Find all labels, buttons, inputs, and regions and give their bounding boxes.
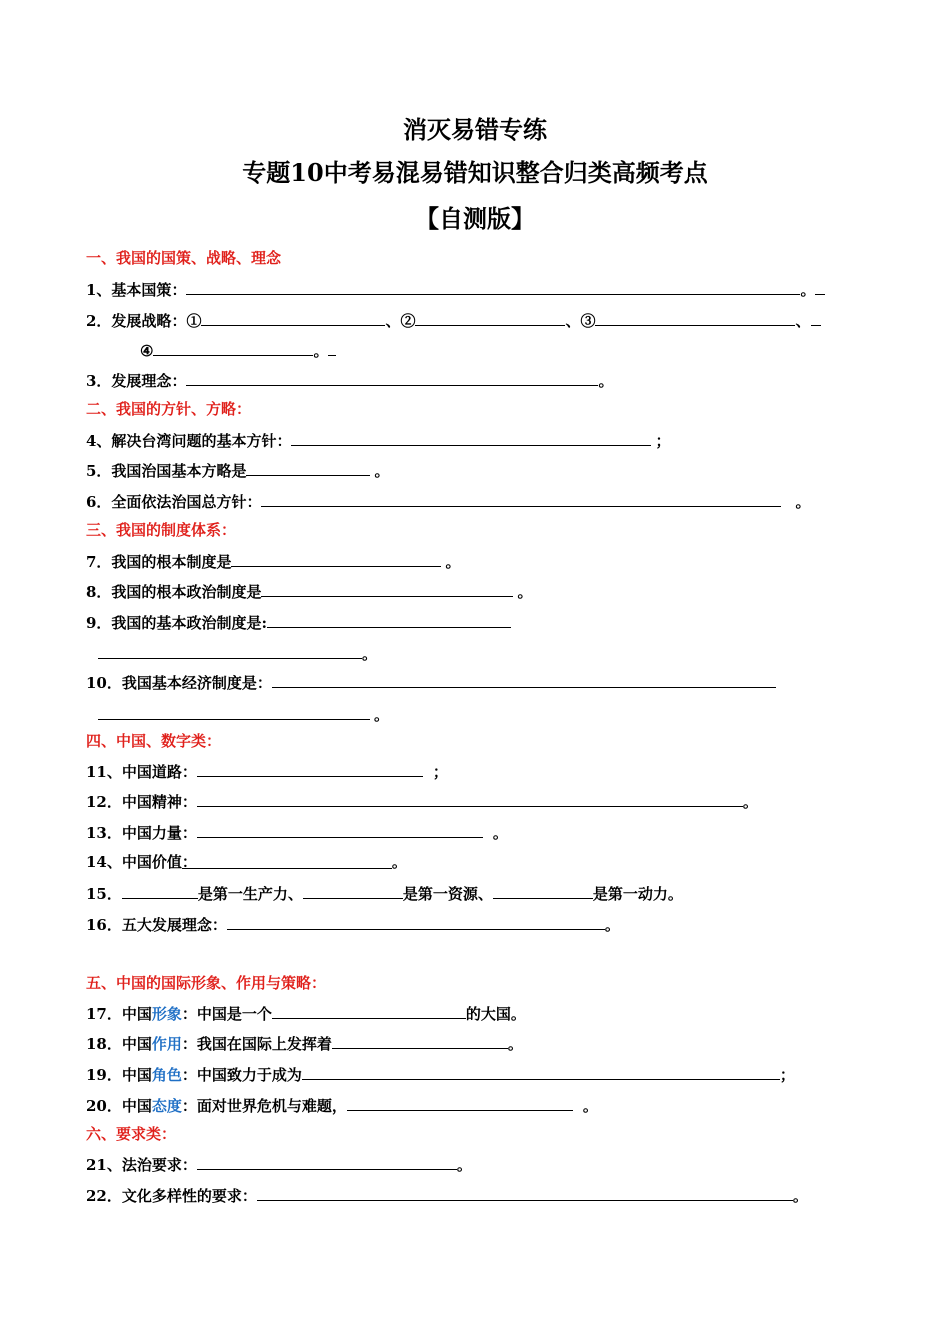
question-label: 15． [86, 885, 122, 903]
punct: 。 [582, 1097, 598, 1115]
question-3 [86, 367, 613, 391]
answer-blank[interactable] [347, 1092, 573, 1111]
question-label: 22．文化多样性的要求： [86, 1187, 257, 1205]
punct: ； [655, 432, 671, 450]
answer-blank[interactable] [328, 337, 336, 356]
answer-blank[interactable] [197, 758, 423, 777]
question-19 [86, 1061, 795, 1085]
question-8 [86, 578, 532, 602]
question-label: 17．中国 [86, 1005, 152, 1023]
question-label: 13．中国力量： [86, 824, 197, 842]
punct: ： [181, 853, 197, 871]
answer-blank[interactable] [182, 850, 392, 869]
answer-blank[interactable] [291, 427, 651, 446]
answer-blank[interactable] [98, 640, 362, 659]
question-6 [86, 488, 810, 512]
question-text: 、 [795, 312, 811, 330]
question-label: 14、中国价值 [86, 853, 182, 871]
question-2-cont [140, 337, 336, 361]
question-label: 21、法治要求： [86, 1156, 197, 1174]
answer-blank[interactable] [272, 1000, 466, 1019]
question-label: 6．全面依法治国总方针： [86, 493, 262, 511]
question-12 [86, 788, 758, 812]
question-text: 的大国。 [465, 1005, 526, 1023]
question-label: 16．五大发展理念： [86, 916, 227, 934]
answer-blank[interactable] [815, 276, 825, 295]
keyword: 角色 [151, 1066, 182, 1084]
question-text: 是第一资源、 [402, 885, 493, 903]
question-text: ：中国是一个 [181, 1005, 272, 1023]
question-label: 11、中国道路： [86, 763, 197, 781]
answer-blank[interactable] [302, 1061, 780, 1080]
question-label: 1、基本国策： [86, 281, 187, 299]
answer-blank[interactable] [415, 307, 565, 326]
punct: 。 [445, 553, 461, 571]
answer-blank[interactable] [122, 880, 198, 899]
answer-blank[interactable] [197, 1151, 457, 1170]
punct: 。 [598, 372, 614, 390]
answer-blank[interactable] [261, 578, 513, 597]
section-heading-1: 一、我国的国策、战略、理念 [86, 249, 282, 267]
answer-blank[interactable] [493, 880, 593, 899]
punct: 。 [507, 1035, 523, 1053]
worksheet-version: 【自测版】 [415, 204, 535, 233]
punct: 。 [517, 583, 533, 601]
question-label: 5．我国治国基本方略是 [86, 462, 247, 480]
punct: 。 [374, 706, 390, 724]
question-1 [86, 276, 825, 300]
answer-blank[interactable] [257, 1182, 793, 1201]
punct: 。 [492, 824, 508, 842]
punct: 。 [742, 793, 758, 811]
question-10-cont [98, 701, 389, 725]
question-14 [86, 850, 407, 874]
question-label: 10．我国基本经济制度是： [86, 674, 272, 692]
question-text: ：中国致力于成为 [181, 1066, 302, 1084]
answer-blank[interactable] [261, 488, 781, 507]
question-label: 7．我国的根本制度是 [86, 553, 232, 571]
keyword: 态度 [151, 1097, 182, 1115]
question-label: 19．中国 [86, 1066, 152, 1084]
answer-blank[interactable] [197, 788, 743, 807]
answer-blank[interactable] [332, 1030, 508, 1049]
answer-blank[interactable] [811, 307, 821, 326]
question-15 [86, 880, 683, 904]
punct: 。 [391, 853, 407, 871]
answer-blank[interactable] [201, 307, 385, 326]
section-heading-2: 二、我国的方针、方略： [86, 400, 252, 418]
question-16 [86, 911, 620, 935]
punct: 。 [362, 645, 378, 663]
question-7 [86, 548, 460, 572]
answer-blank[interactable] [595, 307, 795, 326]
question-label: 9．我国的基本政治制度是: [86, 614, 267, 632]
question-13 [86, 819, 508, 843]
question-text: ④ [140, 342, 154, 360]
question-text: 、③ [565, 312, 596, 330]
section-heading-4: 四、中国、数字类： [86, 732, 222, 750]
answer-blank[interactable] [303, 880, 403, 899]
question-5 [86, 457, 389, 481]
question-text: 是第一动力。 [592, 885, 683, 903]
question-label: 4、解决台湾问题的基本方针： [86, 432, 292, 450]
section-heading-6: 六、要求类： [86, 1125, 177, 1143]
question-label: 20．中国 [86, 1097, 152, 1115]
question-text: ：我国在国际上发挥着 [181, 1035, 332, 1053]
answer-blank[interactable] [227, 911, 605, 930]
punct: 。 [795, 493, 811, 511]
question-label: 2．发展战略：① [86, 312, 202, 330]
question-2 [86, 307, 821, 331]
question-9-cont [98, 640, 377, 664]
answer-blank[interactable] [186, 367, 598, 386]
answer-blank[interactable] [231, 548, 441, 567]
keyword: 形象 [151, 1005, 182, 1023]
answer-blank[interactable] [98, 701, 370, 720]
question-4 [86, 427, 670, 451]
question-10 [86, 669, 776, 693]
answer-blank[interactable] [272, 669, 776, 688]
keyword: 作用 [151, 1035, 182, 1053]
question-label: 18．中国 [86, 1035, 152, 1053]
answer-blank[interactable] [197, 819, 483, 838]
section-heading-3: 三、我国的制度体系： [86, 521, 237, 539]
punct: 。 [456, 1156, 472, 1174]
section-heading-5: 五、中国的国际形象、作用与策略： [86, 974, 327, 992]
answer-blank[interactable] [153, 337, 313, 356]
punct: 。 [792, 1187, 808, 1205]
answer-blank[interactable] [267, 609, 511, 628]
question-9 [86, 609, 511, 633]
worksheet-subtitle: 专题10中考易混易错知识整合归类高频考点 [242, 158, 708, 187]
punct: 。 [374, 462, 390, 480]
question-21 [86, 1151, 472, 1175]
question-text: ：面对世界危机与难题， [181, 1097, 347, 1115]
punct: 。 [800, 281, 816, 299]
question-label: 3．发展理念： [86, 372, 187, 390]
punct: 。 [313, 342, 329, 360]
punct: 。 [604, 916, 620, 934]
answer-blank[interactable] [186, 276, 800, 295]
answer-blank[interactable] [246, 457, 370, 476]
question-18 [86, 1030, 523, 1054]
question-text: 是第一生产力、 [197, 885, 303, 903]
question-text: 、② [385, 312, 416, 330]
question-20 [86, 1092, 598, 1116]
question-22 [86, 1182, 808, 1206]
question-label: 8．我国的根本政治制度是 [86, 583, 262, 601]
punct: ； [432, 763, 448, 781]
punct: ； [779, 1066, 795, 1084]
worksheet-title: 消灭易错专练 [403, 115, 547, 144]
question-label: 12．中国精神： [86, 793, 197, 811]
question-11 [86, 758, 448, 782]
question-17 [86, 1000, 526, 1024]
